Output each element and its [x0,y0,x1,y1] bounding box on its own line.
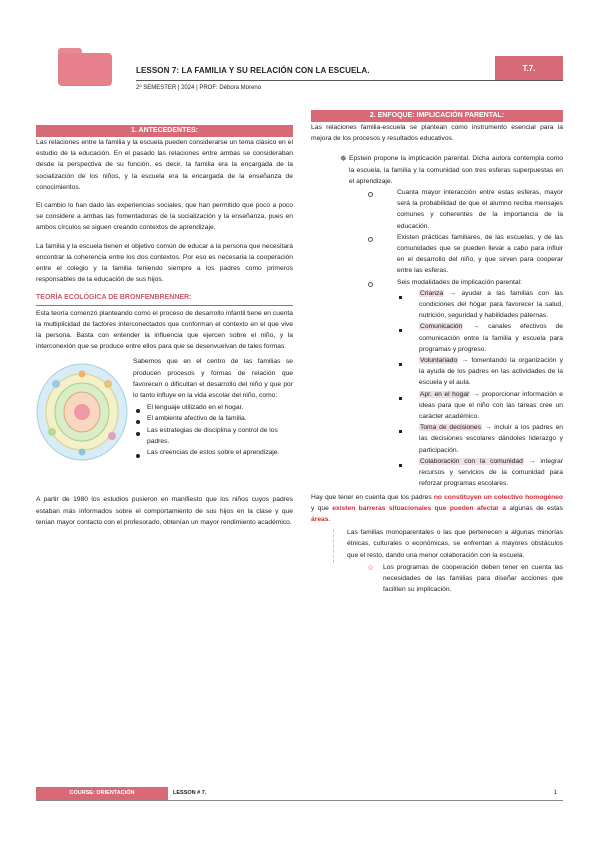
left-column [36,125,293,535]
footer [36,787,563,801]
list-item: Las familias monoparentales o las que pertenecen a algunas minorías étnicas, culturales o económicas, se enfrentan a mayores obstáculos que el resto, dando una menor colaboración con la escuela. [311,527,563,561]
modality-item: Voluntariado → fomentando la organización y la ayuda de los padres en las actividades de la escuela y el aula. [311,355,563,389]
section-heading-antecedentes: 1. ANTECEDENTES: [36,125,293,137]
quote-bar [333,529,334,563]
list-item: ✵ Epstein propone la implicación parental. Dicha autora contempla como la escuela, la familia y la comunidad son tres esferas superpuestas en el aprendizaje. [340,154,563,185]
circle-bullet-icon [368,192,373,197]
square-bullet-icon [399,430,402,433]
modality-item: Toma de decisiones → incluir a los padres en las decisiones escolares dándoles liderazgo y participación. [311,422,563,456]
square-bullet-icon [399,464,402,467]
page-number: 1 [553,790,557,796]
circle-bullet-icon [368,282,373,287]
folder-icon [58,48,112,86]
paragraph: Sabemos que en el centro de las familias se producen procesos y formas de relación que favorecen o dificultan el desarrollo del niño y que por lo tanto influye en la vida escolar del niño, como: [133,358,293,400]
square-bullet-icon [399,296,402,299]
list-item: Las estrategias de disciplina y control de los padres. [133,425,293,447]
page-subtitle: 2º SEMESTER | 2024 | PROF: Débora Moreno [136,85,262,91]
list-item: El ambiente afectivo de la familia. [133,413,293,424]
square-bullet-icon [399,363,402,366]
page-title: LESSON 7: LA FAMILIA Y SU RELACIÓN CON LA ESCUELA. [136,66,370,75]
topic-badge: T.7. [495,56,563,80]
paragraph: Las relaciones entre la familia y la escuela pueden considerarse un tema clásico en el estudio de la educación. En el pasado las relaciones entre ambas se consideraban desde la perspectiva de su función, es decir, la familia era la encargada de la socialización de los niños, y la escuela era la encargada de la enseñanza de conocimientos. [36,139,293,191]
list-item: Las creencias de estos sobre el aprendizaje. [133,447,293,458]
bullet-icon [136,454,140,458]
list-item: Existen prácticas familiares, de las escuelas, y de las comunidades que se pueden llevar a cabo para influir en el desarrollo del niño, y que sirven para cooperar entre las esferas. [311,232,563,277]
modality-item: Comunicación → canales efectivos de comunicación entre la familia y escuela para programas y progreso. [311,321,563,355]
square-bullet-icon [399,329,402,332]
sun-bullet-icon: ✵ [340,154,347,164]
list-item: El lenguaje utilizado en el hogar. [133,402,293,413]
modality-item: Crianza → ayudar a las familias con las condiciones del hogar para favorecer la salud, nutrición, seguridad y habilidades paternas. [311,288,563,322]
paragraph: Esta teoría comenzó planteando como el proceso de desarrollo infantil tiene en cuenta la multiplicidad de factores interconectados que conforman el contexto en el que vive la persona. Basta con entender la influencia que ejercen sobre el niño, y la interconexión que se produce entre ellos para que se desenvuelvan de tales formas. [36,309,293,351]
modality-item: Apr. en el hogar → proporcionar información e ideas para que el niño con las tareas cree un carácter académico. [311,389,563,423]
footer-lesson: LESSON # 7. [173,790,207,796]
paragraph: El cambio lo han dado las experiencias sociales, que han permitido que poco a poco se considere a ambas las fomentadoras de la socialización y la enseñanza, pues en ambos círculos se siguen creando contextos de aprendizaje. [36,202,293,232]
list-item: ☆ Los programas de cooperación deben tener en cuenta las necesidades de las familias para diseñar acciones que faciliten su implicación. [367,562,563,594]
paragraph: Las relaciones familia-escuela se plantean como instrumento esencial para la mejora de los procesos y resultados educativos. [311,124,563,143]
list-item: Cuanta mayor interacción entre estas esferas, mayor será la probabilidad de que el alumno reciba mensajes comunes y coherentes de la importancia de la educación. [311,187,563,232]
paragraph: La familia y la escuela tienen el objetivo común de educar a la persona que necesitará encontrar la coherencia entre los dos contextos. Por eso es necesaria la cooperación entre el colegio y la familia teniendo siempre a los padres como primeros responsables de la educación de sus hijos. [36,242,293,284]
footer-course: COURSE: ORIENTACIÓN [36,787,168,800]
right-column [311,110,563,595]
section-heading-enfoque: 2. ENFOQUE: IMPLICACIÓN PARENTAL: [311,110,563,122]
paragraph: A partir de 1980 los estudios pusieron en manifiesto que los niños cuyos padres estaban más informados sobre el comportamiento de sus hijos en la clase y que tenían mayor contacto con el profesorado, obtenían un mayor rendimiento académico. [36,496,293,526]
square-bullet-icon [399,397,402,400]
note-paragraph: Hay que tener en cuenta que los padres no constituyen un colectivo homogéneo y que existen barreras situacionales que pueden afectar a algunas de estas áreas. [311,493,563,523]
bullet-icon [136,432,140,436]
ecology-block [36,356,293,494]
ecological-model-diagram [36,362,128,462]
modality-item: Colaboración con la comunidad → integrar recursos y servicios de la comunidad para reforzar programas escolares. [311,456,563,490]
section-heading-bronfenbrenner: TEORÍA ECOLÓGICA DE BRONFENBRENNER: [36,292,293,305]
list-item: Seis modalidades de implicación parental: [311,277,563,288]
header-divider [136,80,563,81]
circle-bullet-icon [368,237,373,242]
star-icon: ☆ [367,562,375,572]
